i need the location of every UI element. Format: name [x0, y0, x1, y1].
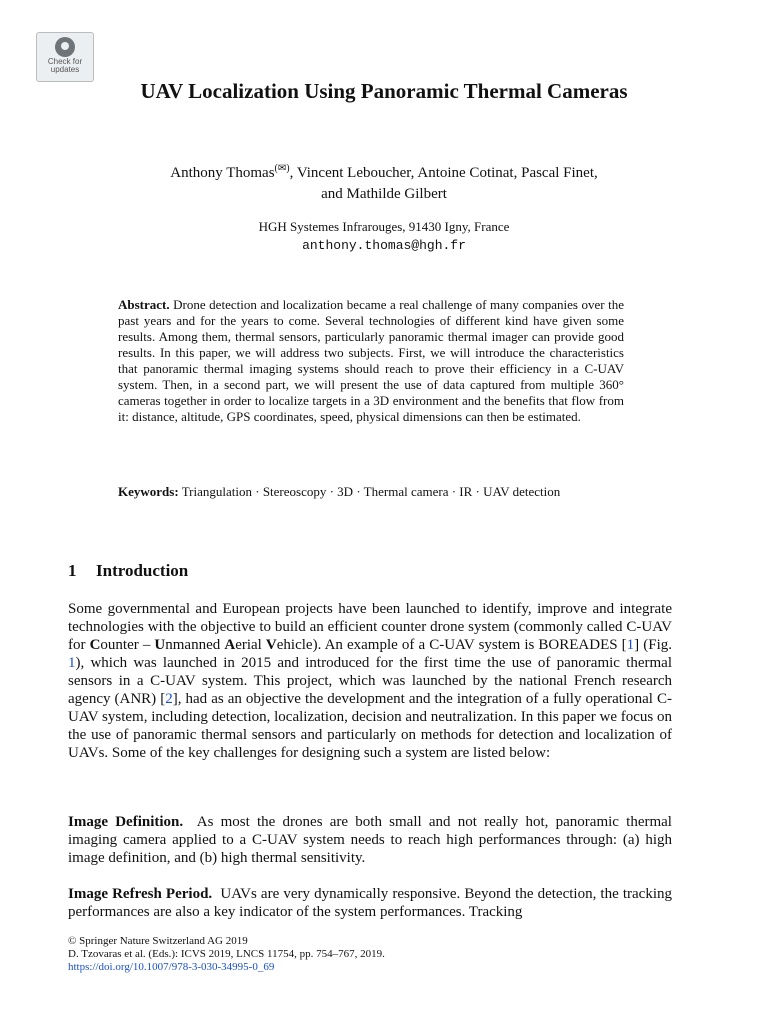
image-refresh-label: Image Refresh Period. [68, 886, 213, 902]
citation-link-2[interactable]: 2 [165, 691, 173, 707]
author-list [100, 163, 668, 205]
intro-text-4: ), which was launched in 2015 and introduced for the first time the use of panoramic thermal sensors in a C-UAV system. This project, which was launched by the national French research agency (ANR) [ [68, 655, 672, 707]
citation-info: D. Tzovaras et al. (Eds.): ICVS 2019, LNCS 11754, pp. 754–767, 2019. [68, 948, 385, 960]
copyright-notice: © Springer Nature Switzerland AG 2019 [68, 935, 248, 947]
doi-link[interactable]: https://doi.org/10.1007/978-3-030-34995-0_69 [68, 961, 275, 973]
image-refresh-text: UAVs are very dynamically responsive. Beyond the detection, the tracking performances are also a key indicator of the system performances. Tracking [68, 886, 673, 920]
intro-paragraph [68, 600, 672, 762]
citation-link-1[interactable]: 1 [626, 637, 635, 653]
corresponding-author-icon: (✉) [274, 163, 290, 174]
other-authors-line2: and Mathilde Gilbert [321, 186, 447, 202]
keywords-label: Keywords: [118, 484, 179, 499]
acronym-word-vehicle: ehicle [276, 637, 313, 653]
acronym-letter-v: V [265, 637, 277, 653]
check-for-updates-badge[interactable] [36, 32, 94, 82]
intro-text-1: Some governmental and European projects have been launched to identify, improve and integrate technologies with the objective to build an efficient counter drone system (commonly called C-UAV for [68, 601, 672, 653]
image-refresh-paragraph [68, 885, 672, 921]
abstract-label: Abstract. [118, 297, 170, 312]
badge-label-line2: updates [50, 65, 80, 74]
page-footer [68, 935, 672, 974]
intro-text-2: ). An example of a C-UAV system is BOREADES [ [312, 637, 627, 653]
section-title: Introduction [96, 561, 189, 580]
acronym-word-counter: ounter – [100, 637, 155, 653]
figure-link-1[interactable]: 1 [68, 655, 76, 671]
intro-text-5: ], had as an objective the development and the integration of a fully operational C-UAV system, including detection, localization, decision and neutralization. In this paper we focus on the use of panoramic thermal sensors and particularly on methods for detection and localization of UAVs. Some of the key challenges for designing such a system are listed below: [68, 691, 673, 761]
keywords [118, 484, 624, 500]
acronym-letter-a: A [224, 637, 236, 653]
first-author: Anthony Thomas [170, 165, 275, 181]
image-definition-label: Image Definition. [68, 814, 184, 830]
author-email[interactable]: anthony.thomas@hgh.fr [302, 238, 466, 253]
acronym-letter-c: C [89, 637, 101, 653]
paper-title: UAV Localization Using Panoramic Thermal Cameras [140, 79, 628, 103]
section-number: 1 [68, 561, 77, 580]
image-definition-text: As most the drones are both small and not really hot, panoramic thermal imaging camera applied to a C-UAV system needs to reach high performances through: (a) high image definition, and (b) high thermal sensitivity. [68, 814, 672, 866]
image-definition-paragraph [68, 813, 672, 867]
affiliation: HGH Systemes Infrarouges, 91430 Igny, France [258, 219, 510, 234]
keywords-text: Triangulation · Stereoscopy · 3D · Thermal camera · IR · UAV detection [181, 484, 561, 499]
abstract-text: Drone detection and localization became a real challenge of many companies over the past years and for the years to come. Several technologies of different kind have given some results. Among them, thermal sensors, particularly panoramic thermal imager can provide good results. In this paper, we will address two subjects. First, we will introduce the characteristics that panoramic thermal imaging systems should reach to prove their efficiency in a C-UAV system. Then, in a second part, we will present the use of data captured from multiple 360° cameras together in order to localize targets in a 3D environment and the benefits that flow from it: distance, altitude, GPS coordinates, speed, physical dimensions can then be estimated. [118, 297, 625, 424]
update-check-icon [55, 37, 75, 57]
badge-label-line1: Check for [47, 57, 83, 66]
section-heading [68, 560, 188, 582]
other-authors-line1: , Vincent Leboucher, Antoine Cotinat, Pascal Finet, [289, 165, 598, 181]
abstract [118, 297, 624, 425]
acronym-word-aerial: erial [235, 637, 266, 653]
intro-text-3: ] (Fig. [634, 637, 673, 653]
acronym-letter-u: U [154, 637, 166, 653]
acronym-word-unmanned: nmanned [165, 637, 225, 653]
